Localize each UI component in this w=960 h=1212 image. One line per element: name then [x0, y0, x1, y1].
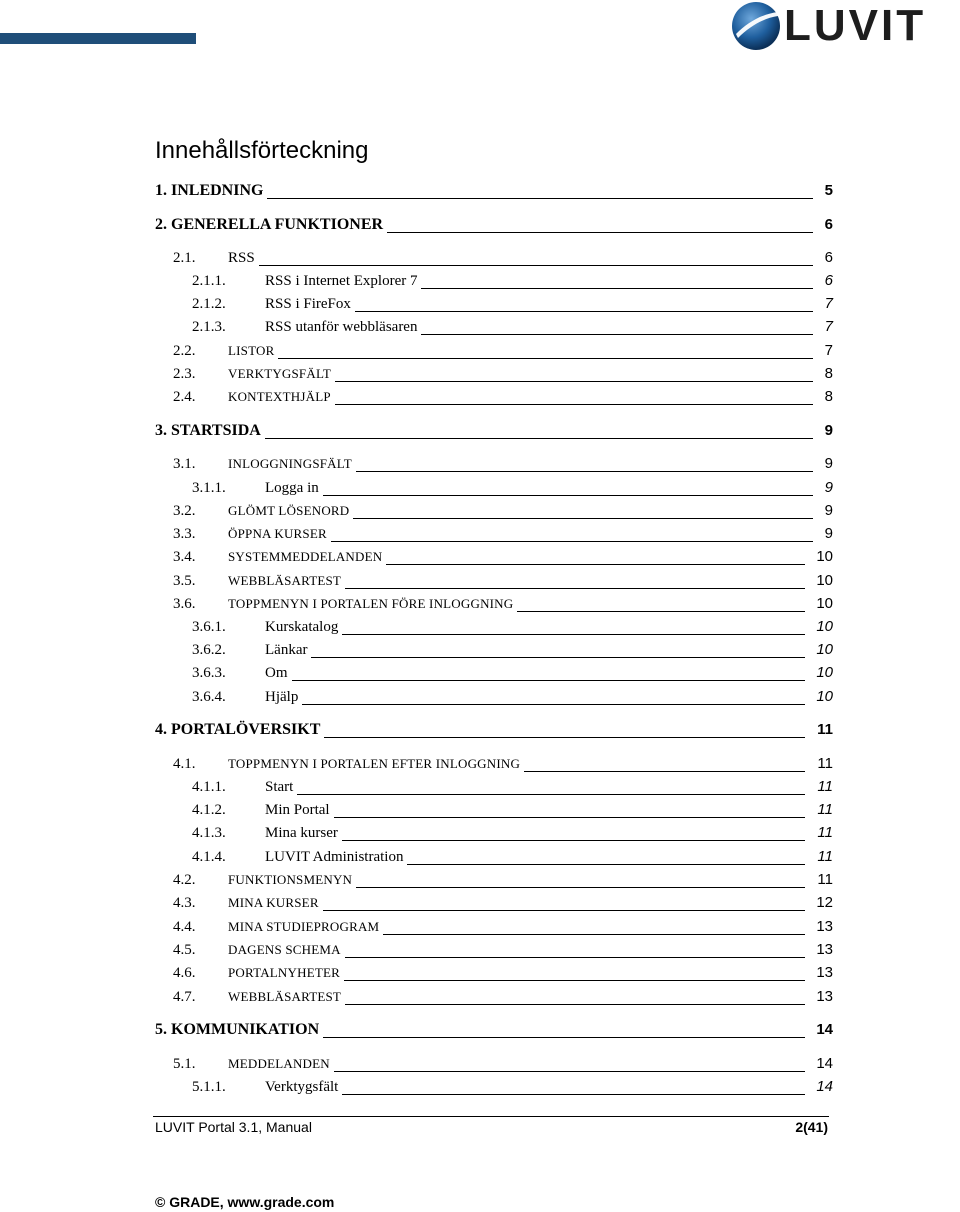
toc-leader-line [342, 634, 805, 635]
toc-entry-label: TOPPMENYN I PORTALEN EFTER INLOGGNING [228, 756, 521, 771]
toc-entry[interactable] [192, 846, 833, 868]
toc-entry-page: 11 [817, 801, 833, 818]
toc-entry-page: 6 [824, 272, 833, 289]
toc-leader-line [292, 680, 806, 681]
toc-entry[interactable] [192, 639, 833, 661]
toc-entry-label: WEBBLÄSARTEST [228, 989, 342, 1004]
toc-leader-line [421, 334, 813, 335]
footer-divider [153, 1116, 829, 1117]
toc-entry-page: 12 [816, 894, 833, 911]
toc-entry-label: Logga in [265, 480, 319, 496]
toc-entry-label: RSS utanför webbläsaren [265, 319, 418, 335]
toc-leader-line [267, 198, 813, 199]
toc-entry-label: RSS i FireFox [265, 296, 351, 312]
toc-entry-number: 2.1.3. [192, 319, 226, 335]
toc-entry-number: 3.6.3. [192, 665, 226, 681]
toc-entry-page: 13 [816, 941, 833, 958]
toc-entry-number: 2.1.2. [192, 296, 226, 312]
toc-entry-page: 9 [824, 525, 833, 542]
toc-entry-number: 2.4. [173, 389, 196, 405]
copyright-notice: © GRADE, www.grade.com [155, 1194, 335, 1210]
toc-entry-page: 11 [817, 778, 833, 795]
toc-entry[interactable] [173, 593, 833, 615]
toc-entry[interactable] [155, 214, 833, 236]
toc-entry-number: 5.1.1. [192, 1079, 226, 1095]
toc-leader-line [311, 657, 805, 658]
toc-entry-number: 4. PORTALÖVERSIKT [155, 721, 321, 738]
toc-entry-page: 13 [816, 918, 833, 935]
globe-icon [730, 0, 782, 52]
toc-leader-line [345, 957, 805, 958]
toc-leader-line [345, 588, 805, 589]
toc-leader-line [323, 910, 805, 911]
toc-entry-label: DAGENS SCHEMA [228, 942, 341, 957]
toc-leader-line [323, 495, 813, 496]
toc-entry-number: 2.3. [173, 366, 196, 382]
toc-entry-label: Start [265, 779, 294, 795]
toc-entry[interactable] [155, 180, 833, 202]
toc-entry[interactable] [173, 1053, 833, 1075]
toc-entry-page: 10 [816, 664, 833, 681]
toc-entry[interactable] [192, 686, 833, 708]
toc-entry[interactable] [173, 247, 833, 269]
toc-entry-number: 3.2. [173, 503, 196, 519]
logo-text: LUVIT [784, 1, 927, 50]
toc-leader-line [421, 288, 813, 289]
toc-entry[interactable] [155, 1019, 833, 1041]
toc-entry[interactable] [173, 340, 833, 362]
toc-entry-number: 3.4. [173, 549, 196, 565]
toc-entry[interactable] [173, 939, 833, 961]
toc-entry-page: 14 [816, 1021, 833, 1038]
toc-entry-number: 4.4. [173, 919, 196, 935]
toc-entry-number: 3.5. [173, 573, 196, 589]
toc-entry-page: 7 [824, 318, 833, 335]
toc-entry-number: 4.1.2. [192, 802, 226, 818]
toc-leader-line [342, 840, 805, 841]
toc-leader-line [259, 265, 813, 266]
toc-leader-line [345, 1004, 805, 1005]
toc-entry-page: 11 [817, 824, 833, 841]
toc-entry-page: 11 [817, 755, 833, 772]
header-accent-bar [0, 33, 196, 44]
toc-entry[interactable] [192, 477, 833, 499]
toc-entry-page: 11 [817, 721, 833, 738]
toc-entry-number: 4.1.4. [192, 849, 226, 865]
toc-entry-label: ÖPPNA KURSER [228, 526, 327, 541]
toc-entry-number: 3.1.1. [192, 480, 226, 496]
toc-entry-page: 9 [824, 479, 833, 496]
toc-entry[interactable] [192, 616, 833, 638]
toc-entry-number: 4.1.1. [192, 779, 226, 795]
toc-entry-number: 3.3. [173, 526, 196, 542]
toc-leader-line [278, 358, 813, 359]
toc-entry-label: LUVIT Administration [265, 849, 404, 865]
toc-entry-page: 10 [816, 595, 833, 612]
toc-leader-line [344, 980, 805, 981]
toc-entry[interactable] [173, 453, 833, 475]
toc-leader-line [297, 794, 805, 795]
toc-title: Innehållsförteckning [155, 137, 369, 164]
toc-entry-page: 5 [824, 182, 833, 199]
toc-entry-page: 13 [816, 988, 833, 1005]
luvit-logo [730, 0, 960, 54]
toc-entry-number: 4.1. [173, 756, 196, 772]
toc-leader-line [407, 864, 805, 865]
toc-entry-page: 6 [824, 216, 833, 233]
toc-entry-number: 3.6. [173, 596, 196, 612]
toc-entry-page: 14 [816, 1055, 833, 1072]
toc-entry[interactable] [192, 293, 833, 315]
toc-entry-label: Verktygsfält [265, 1079, 339, 1095]
toc-entry-number: 2.1.1. [192, 273, 226, 289]
toc-leader-line [524, 771, 805, 772]
toc-entry-label: RSS [228, 250, 255, 266]
toc-entry[interactable] [173, 363, 833, 385]
toc-leader-line [517, 611, 805, 612]
toc-entry-label: KONTEXTHJÄLP [228, 389, 331, 404]
toc-leader-line [334, 817, 805, 818]
toc-entry[interactable] [155, 719, 833, 741]
toc-entry-label: Mina kurser [265, 825, 338, 841]
toc-entry-page: 10 [816, 572, 833, 589]
toc-entry[interactable] [192, 270, 833, 292]
toc-entry[interactable] [192, 1076, 833, 1098]
toc-entry[interactable] [192, 776, 833, 798]
toc-entry[interactable] [173, 753, 833, 775]
toc-entry-label: RSS i Internet Explorer 7 [265, 273, 418, 289]
toc-entry-label: TOPPMENYN I PORTALEN FÖRE INLOGGNING [228, 596, 514, 611]
toc-entry-label: MINA STUDIEPROGRAM [228, 919, 380, 934]
toc-leader-line [331, 541, 813, 542]
toc-entry[interactable] [173, 892, 833, 914]
toc-entry-number: 2.2. [173, 343, 196, 359]
toc-entry-number: 4.1.3. [192, 825, 226, 841]
toc-entry-page: 14 [816, 1078, 833, 1095]
toc-entry-page: 11 [817, 871, 833, 888]
toc-entry-page: 7 [824, 295, 833, 312]
toc-entry-number: 3.1. [173, 456, 196, 472]
toc-entry-number: 4.7. [173, 989, 196, 1005]
toc-entry[interactable] [173, 500, 833, 522]
toc-entry-page: 9 [824, 455, 833, 472]
toc-entry-number: 5.1. [173, 1056, 196, 1072]
toc-entry[interactable] [173, 869, 833, 891]
toc-entry-page: 11 [817, 848, 833, 865]
toc-entry-number: 2.1. [173, 250, 196, 266]
toc-entry-page: 6 [824, 249, 833, 266]
toc-entry-page: 13 [816, 964, 833, 981]
toc-entry-number: 4.5. [173, 942, 196, 958]
toc-leader-line [383, 934, 805, 935]
toc-entry-page: 9 [824, 502, 833, 519]
toc-entry-number: 3.6.4. [192, 689, 226, 705]
toc-entry-label: LISTOR [228, 343, 275, 358]
toc-entry-page: 10 [816, 548, 833, 565]
toc-entry-label: Länkar [265, 642, 308, 658]
toc-leader-line [387, 232, 813, 233]
toc-leader-line [386, 564, 805, 565]
toc-entry-page: 10 [816, 641, 833, 658]
toc-entry[interactable] [192, 316, 833, 338]
footer-document-title: LUVIT Portal 3.1, Manual [155, 1119, 312, 1135]
toc-leader-line [302, 704, 805, 705]
toc-entry-number: 3.6.2. [192, 642, 226, 658]
toc-entry-label: SYSTEMMEDDELANDEN [228, 549, 383, 564]
toc-entry[interactable] [173, 986, 833, 1008]
toc-entry[interactable] [155, 420, 833, 442]
toc-entry-label: GLÖMT LÖSENORD [228, 503, 350, 518]
toc-entry-page: 9 [824, 422, 833, 439]
toc-entry-label: WEBBLÄSARTEST [228, 573, 342, 588]
toc-entry-label: FUNKTIONSMENYN [228, 872, 353, 887]
toc-entry-label: INLOGGNINGSFÄLT [228, 456, 352, 471]
toc-entry-number: 5. KOMMUNIKATION [155, 1021, 320, 1038]
toc-entry-number: 4.2. [173, 872, 196, 888]
toc-entry-label: VERKTYGSFÄLT [228, 366, 332, 381]
toc-leader-line [356, 471, 813, 472]
toc-leader-line [324, 737, 805, 738]
toc-leader-line [355, 311, 813, 312]
toc-entry[interactable] [192, 822, 833, 844]
toc-entry-label: Om [265, 665, 288, 681]
toc-entry-label: MEDDELANDEN [228, 1056, 330, 1071]
toc-entry-label: PORTALNYHETER [228, 965, 340, 980]
toc-entry-number: 3.6.1. [192, 619, 226, 635]
toc-entry-number: 4.3. [173, 895, 196, 911]
toc-entry-label: Min Portal [265, 802, 330, 818]
toc-entry[interactable] [173, 570, 833, 592]
toc-leader-line [356, 887, 805, 888]
toc-entry-number: 1. INLEDNING [155, 182, 264, 199]
toc-entry-label: MINA KURSER [228, 895, 319, 910]
toc-leader-line [335, 404, 813, 405]
toc-entry[interactable] [192, 662, 833, 684]
toc-entry-page: 8 [824, 365, 833, 382]
toc-entry-page: 10 [816, 688, 833, 705]
toc-leader-line [265, 438, 813, 439]
toc-leader-line [353, 518, 813, 519]
toc-entry-page: 8 [824, 388, 833, 405]
toc-entry-number: 4.6. [173, 965, 196, 981]
toc-leader-line [342, 1094, 805, 1095]
toc-entry-page: 7 [824, 342, 833, 359]
toc-entry-page: 10 [816, 618, 833, 635]
toc-entry-number: 3. STARTSIDA [155, 422, 261, 439]
toc-entry-label: Hjälp [265, 689, 299, 705]
toc-entry[interactable] [173, 523, 833, 545]
toc-leader-line [335, 381, 813, 382]
toc-entry-number: 2. GENERELLA FUNKTIONER [155, 216, 384, 233]
toc-entry[interactable] [173, 386, 833, 408]
toc-entry[interactable] [173, 962, 833, 984]
toc-entry[interactable] [192, 799, 833, 821]
footer-page-number: 2(41) [795, 1119, 828, 1135]
toc-leader-line [323, 1037, 805, 1038]
toc-entry[interactable] [173, 546, 833, 568]
toc-entry[interactable] [173, 916, 833, 938]
toc-entry-label: Kurskatalog [265, 619, 339, 635]
toc-leader-line [334, 1071, 805, 1072]
